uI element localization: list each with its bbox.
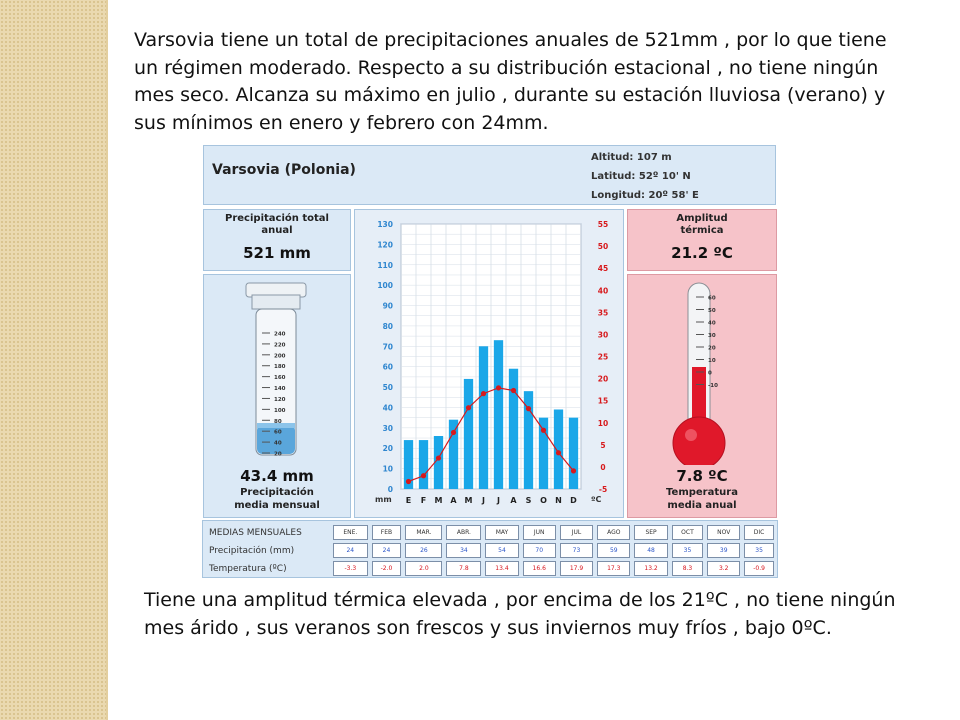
table-month-cell: JUN bbox=[523, 525, 556, 540]
x-tick-label: E bbox=[405, 496, 412, 505]
table-precip-cell: 73 bbox=[560, 543, 593, 558]
y-right-tick-label: 50 bbox=[597, 242, 609, 252]
precip-bar bbox=[479, 346, 488, 489]
y-right-tick-label: -5 bbox=[598, 485, 608, 494]
table-month-cell: NOV bbox=[707, 525, 740, 540]
table-temp-label: Temperatura (ºC) bbox=[209, 563, 287, 574]
y-left-tick-label: 120 bbox=[377, 240, 393, 250]
y-right-tick-label: 20 bbox=[597, 374, 609, 384]
y-left-tick-label: 0 bbox=[387, 485, 393, 494]
table-month-cell: JUL bbox=[560, 525, 593, 540]
y-right-tick-label: 30 bbox=[597, 330, 609, 340]
x-tick-label: N bbox=[555, 496, 562, 505]
x-tick-label: F bbox=[420, 496, 427, 505]
table-month-cell: MAR. bbox=[405, 525, 442, 540]
precip-monthly-label-1: Precipitación bbox=[240, 487, 314, 498]
thermometer bbox=[628, 275, 776, 465]
cylinder-tick-label: 140 bbox=[274, 386, 286, 393]
thermometer-tick-label: 40 bbox=[708, 320, 716, 327]
y-left-tick-label: 60 bbox=[382, 362, 393, 372]
table-month-cell: AGO bbox=[597, 525, 630, 540]
cylinder-tick-label: 40 bbox=[274, 440, 282, 447]
x-tick-label: A bbox=[450, 496, 457, 505]
table-temp-cell: 13.2 bbox=[634, 561, 667, 576]
table-header-label: MEDIAS MENSUALES bbox=[209, 527, 302, 538]
thermometer-tick-label: 60 bbox=[708, 295, 716, 302]
x-tick-label: A bbox=[510, 496, 517, 505]
table-temp-cell: 2.0 bbox=[405, 561, 442, 576]
table-precip-cell: 70 bbox=[523, 543, 556, 558]
y-left-tick-label: 80 bbox=[382, 321, 393, 331]
x-tick-label: S bbox=[525, 496, 532, 505]
y-right-tick-label: 40 bbox=[597, 286, 609, 296]
thermometer-tick-label: 0 bbox=[708, 370, 712, 377]
table-precip-label: Precipitación (mm) bbox=[209, 545, 295, 556]
table-temp-cell: -2.0 bbox=[372, 561, 402, 576]
station-name: Varsovia (Polonia) bbox=[212, 162, 356, 178]
station-header bbox=[203, 145, 776, 205]
y-left-tick-label: 70 bbox=[382, 342, 393, 352]
graduated-cylinder bbox=[204, 275, 350, 465]
table-temp-cell: 8.3 bbox=[672, 561, 704, 576]
precip-bar bbox=[509, 369, 518, 489]
longitud: Longitud: 20º 58' E bbox=[591, 190, 699, 201]
precip-monthly-label-2: media mensual bbox=[234, 500, 320, 511]
y-right-tick-label: 45 bbox=[597, 264, 609, 274]
table-precip-cell: 24 bbox=[372, 543, 402, 558]
y-axis-right-label: ºC bbox=[591, 495, 602, 504]
y-right-tick-label: 5 bbox=[600, 440, 606, 450]
temperature-point bbox=[571, 468, 576, 473]
y-left-tick-label: 110 bbox=[377, 260, 393, 270]
x-tick-label: J bbox=[497, 496, 500, 505]
x-tick-label: J bbox=[482, 496, 485, 505]
paragraph-bottom: Tiene una amplitud térmica elevada , por encima de los 21ºC , no tiene ningún mes árido , sus veranos son frescos y sus inviernos muy fríos , bajo 0ºC. bbox=[144, 589, 896, 639]
thermometer-tick-label: 30 bbox=[708, 333, 716, 339]
y-right-tick-label: 10 bbox=[597, 418, 609, 428]
cylinder-tick-label: 220 bbox=[274, 342, 286, 349]
amplitude-title-2: térmica bbox=[680, 225, 724, 236]
cylinder-tick-label: 60 bbox=[274, 429, 282, 436]
amplitude-panel bbox=[627, 209, 777, 271]
cylinder-tick-label: 160 bbox=[274, 375, 286, 382]
table-temp-cell: -3.3 bbox=[333, 561, 368, 576]
table-month-cell: MAY bbox=[485, 525, 518, 540]
cylinder-tick-label: 20 bbox=[274, 451, 282, 458]
y-right-tick-label: 15 bbox=[597, 396, 609, 406]
table-temp-cell: 13.4 bbox=[485, 561, 518, 576]
y-left-tick-label: 130 bbox=[377, 220, 393, 229]
latitud: Latitud: 52º 10' N bbox=[591, 171, 691, 182]
thermometer-tick-label: 50 bbox=[708, 308, 716, 314]
table-temp-cell: 3.2 bbox=[707, 561, 740, 576]
temp-annual-label-2: media anual bbox=[667, 500, 737, 511]
temperature-point bbox=[421, 473, 426, 478]
table-precip-cell: 24 bbox=[333, 543, 368, 558]
x-tick-label: D bbox=[570, 496, 577, 505]
y-left-tick-label: 10 bbox=[382, 464, 393, 474]
cylinder-tick-label: 100 bbox=[274, 407, 286, 414]
y-right-tick-label: 25 bbox=[597, 352, 609, 362]
table-month-cell: ENE. bbox=[333, 525, 368, 540]
table-temp-cell: 17.9 bbox=[560, 561, 593, 576]
paragraph-top: Varsovia tiene un total de precipitaciones anuales de 521mm , por lo que tiene un régimen moderado. Respecto a su distribución estacional , no tiene ningún mes seco. Alcanza su máximo en julio , durante su estación lluviosa (verano) y sus mínimos en enero y febrero con 24mm. bbox=[134, 29, 887, 134]
y-right-tick-label: 35 bbox=[597, 308, 609, 318]
climograph-panel bbox=[354, 209, 624, 518]
table-precip-cell: 34 bbox=[446, 543, 481, 558]
y-left-tick-label: 90 bbox=[382, 301, 393, 311]
cylinder-tick-label: 200 bbox=[274, 353, 286, 360]
cylinder-tick-label: 180 bbox=[274, 364, 286, 371]
temp-annual-panel bbox=[627, 274, 777, 518]
precip-total-value: 521 mm bbox=[243, 244, 311, 262]
table-precip-cell: 26 bbox=[405, 543, 442, 558]
thermometer-tick-label: 10 bbox=[708, 358, 716, 364]
temperature-point bbox=[481, 391, 486, 396]
table-temp-cell: -0.9 bbox=[744, 561, 774, 576]
precip-monthly-panel bbox=[203, 274, 351, 518]
temp-annual-value: 7.8 ºC bbox=[676, 467, 728, 485]
table-month-cell: DIC bbox=[744, 525, 774, 540]
precip-total-title-1: Precipitación total bbox=[225, 213, 329, 224]
precip-bar bbox=[464, 379, 473, 489]
precip-bar bbox=[554, 410, 563, 490]
table-precip-cell: 39 bbox=[707, 543, 740, 558]
cylinder-tick-label: 240 bbox=[274, 331, 286, 338]
temp-annual-label-1: Temperatura bbox=[666, 487, 738, 498]
table-month-cell: OCT bbox=[672, 525, 704, 540]
temperature-point bbox=[541, 428, 546, 433]
table-precip-cell: 54 bbox=[485, 543, 518, 558]
table-temp-cell: 7.8 bbox=[446, 561, 481, 576]
table-temp-cell: 16.6 bbox=[523, 561, 556, 576]
table-month-cell: FEB bbox=[372, 525, 402, 540]
precip-bar bbox=[419, 440, 428, 489]
decorative-sidebar bbox=[0, 0, 106, 720]
cylinder-tick-label: 80 bbox=[274, 418, 282, 425]
y-left-tick-label: 50 bbox=[382, 383, 393, 393]
table-precip-cell: 48 bbox=[634, 543, 667, 558]
table-month-cell: ABR. bbox=[446, 525, 481, 540]
amplitude-title-1: Amplitud bbox=[676, 213, 728, 224]
x-tick-label: M bbox=[434, 496, 443, 505]
temperature-point bbox=[496, 385, 501, 390]
temperature-point bbox=[406, 479, 411, 484]
precip-bar bbox=[494, 340, 503, 489]
precip-total-panel bbox=[203, 209, 351, 271]
precip-bar bbox=[569, 418, 578, 489]
monthly-table bbox=[202, 522, 778, 579]
thermometer-tick-label: 20 bbox=[708, 345, 716, 352]
y-right-tick-label: 55 bbox=[597, 220, 609, 229]
cylinder-tick-label: 120 bbox=[274, 396, 286, 403]
temperature-point bbox=[556, 450, 561, 455]
sidebar-edge bbox=[106, 0, 108, 720]
y-left-tick-label: 40 bbox=[382, 403, 393, 413]
temperature-point bbox=[526, 406, 531, 411]
precip-bar bbox=[524, 391, 533, 489]
climograph-chart bbox=[355, 210, 623, 517]
table-precip-cell: 59 bbox=[597, 543, 630, 558]
table-precip-cell: 35 bbox=[672, 543, 704, 558]
temperature-point bbox=[451, 430, 456, 435]
y-axis-left-label: mm bbox=[375, 495, 392, 504]
table-temp-cell: 17.3 bbox=[597, 561, 630, 576]
y-left-tick-label: 20 bbox=[382, 444, 393, 454]
temperature-point bbox=[436, 455, 441, 460]
x-tick-label: M bbox=[464, 496, 473, 505]
x-tick-label: O bbox=[540, 496, 547, 505]
y-right-tick-label: 0 bbox=[600, 462, 606, 472]
thermometer-tick-label: -10 bbox=[708, 383, 718, 389]
precip-monthly-value: 43.4 mm bbox=[240, 467, 314, 485]
temperature-point bbox=[511, 388, 516, 393]
y-left-tick-label: 100 bbox=[377, 281, 393, 291]
table-month-cell: SEP bbox=[634, 525, 667, 540]
amplitude-value: 21.2 ºC bbox=[671, 244, 733, 262]
temperature-point bbox=[466, 405, 471, 410]
y-left-tick-label: 30 bbox=[382, 423, 393, 433]
altitud: Altitud: 107 m bbox=[591, 152, 672, 163]
table-precip-cell: 35 bbox=[744, 543, 774, 558]
precip-total-title-2: anual bbox=[261, 225, 293, 236]
